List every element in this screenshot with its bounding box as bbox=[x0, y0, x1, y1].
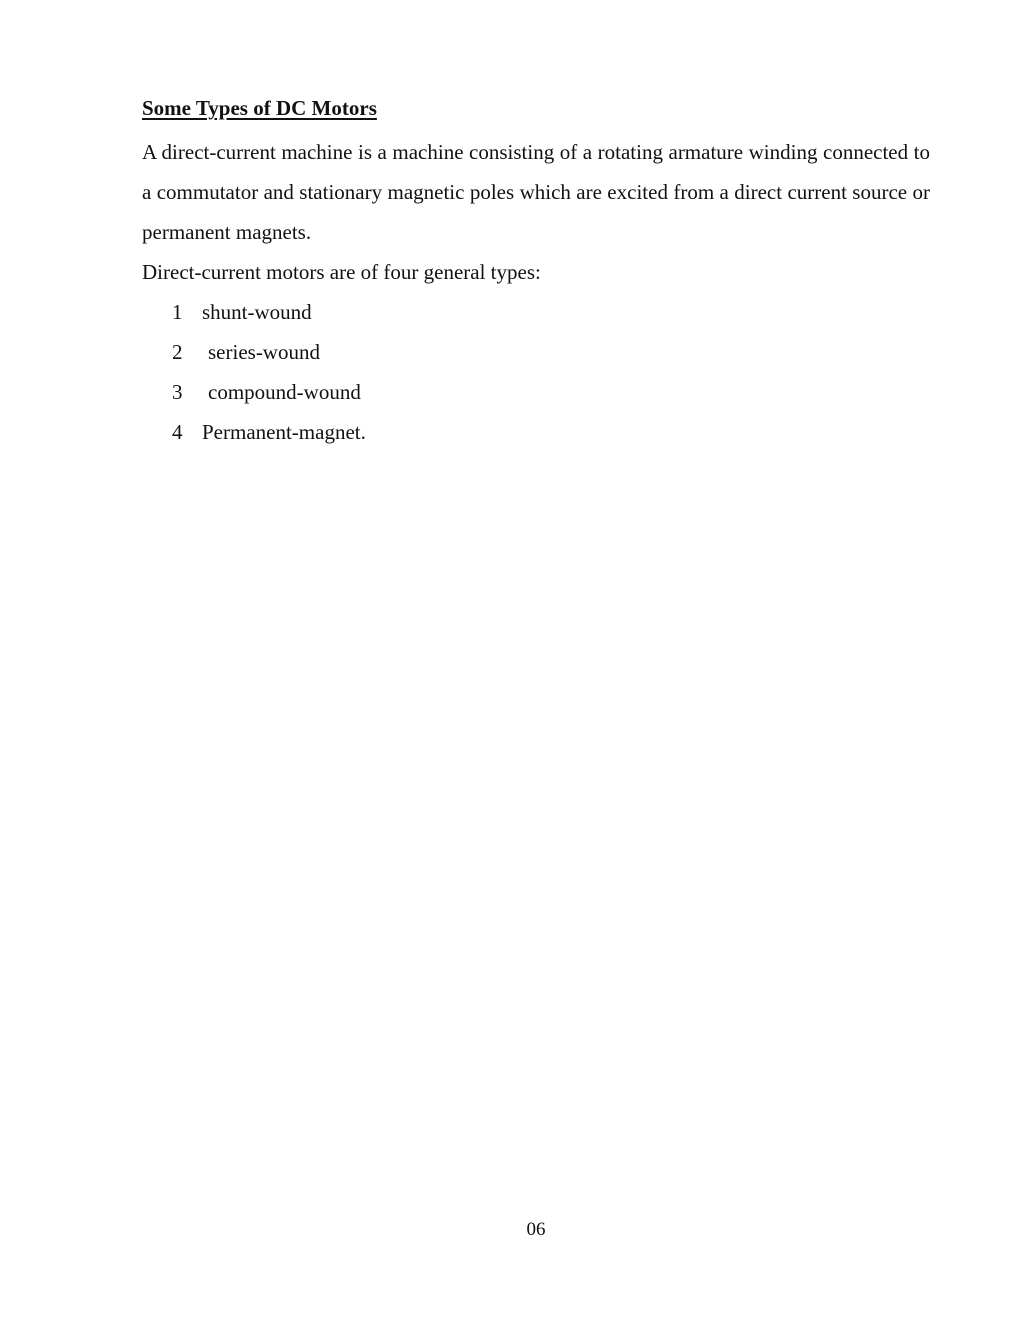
list-item-number: 1 bbox=[172, 300, 183, 324]
page-content bbox=[142, 92, 930, 452]
list-item bbox=[142, 332, 930, 372]
list-item-number: 3 bbox=[172, 380, 183, 404]
list-item-label: shunt-wound bbox=[202, 300, 312, 324]
types-intro: Direct-current motors are of four general types: bbox=[142, 260, 541, 284]
list-item-number: 2 bbox=[172, 340, 183, 364]
list-item bbox=[142, 372, 930, 412]
section-heading: Some Types of DC Motors bbox=[142, 96, 377, 120]
list-item-label: compound-wound bbox=[208, 380, 361, 404]
page-number: 06 bbox=[526, 1219, 546, 1240]
list-item bbox=[142, 412, 930, 452]
list-item bbox=[142, 292, 930, 332]
motor-types-list bbox=[142, 292, 930, 452]
list-item-label: Permanent-magnet. bbox=[202, 420, 366, 444]
list-item-label: series-wound bbox=[208, 340, 320, 364]
list-item-number: 4 bbox=[172, 420, 183, 444]
body-paragraph: A direct-current machine is a machine consisting of a rotating armature winding connected to a commutator and stationary magnetic poles which are excited from a direct current source or permanent magnets. bbox=[142, 140, 930, 244]
